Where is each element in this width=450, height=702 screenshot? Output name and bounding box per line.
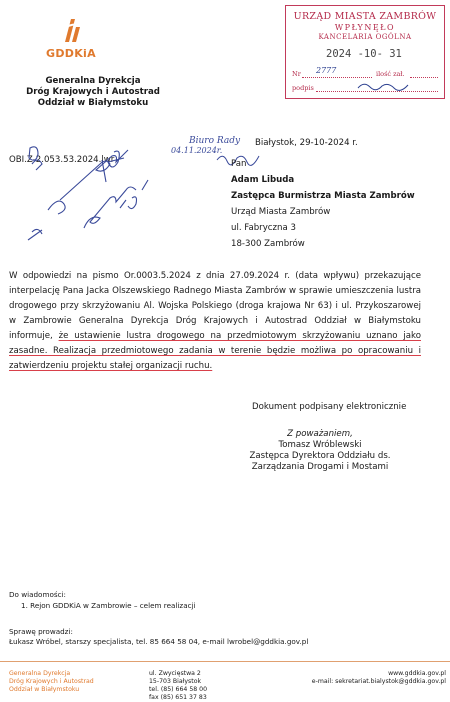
gddkia-logo-icon [61, 17, 83, 43]
stamp-signature-label: podpis [292, 84, 314, 92]
signature-position-2: Zarządzania Drogami i Mostami [251, 462, 389, 472]
case-handler [9, 627, 308, 647]
footer-web-contact [270, 670, 446, 686]
body-intro: W odpowiedzi na pismo Or.0003.5.2024 z dnia 27.09.2024 r. (data wpływu) przekazujące interpelację Pana Jacka Olszewskiego Radnego Miasta Zambrów w sprawie umieszczenia lustra drogowego przy skrzyżowaniu Al. Wojska Polskiego (droga krajowa Nr 63) i ul. Przykoszarowej w Zambrowie Generalna Dyrekcja Dróg Krajowych i Autostrad Oddział w Białymstoku informuje, [9, 271, 421, 341]
distribution-item-1: 1. Rejon GDDKiA w Zambrowie – celem realizacji [21, 601, 196, 610]
footer-org-line-1: Generalna Dyrekcja [9, 670, 71, 677]
stamp-attachments-label: ilość zał. [376, 70, 405, 78]
footer-address-line-2: 15-703 Białystok [149, 678, 202, 685]
footer-address [149, 670, 207, 702]
org-line-1: Generalna Dyrekcja [45, 76, 141, 86]
distribution-label: Do wiadomości: [9, 590, 66, 599]
stamp-office: URZĄD MIASTA ZAMBRÓW [293, 11, 437, 22]
recipient-name: Adam Libuda [231, 175, 295, 185]
footer-organization [9, 670, 94, 694]
stamp-signature-scribble [356, 80, 416, 92]
signature-regards: Z poważaniem, [287, 429, 353, 439]
biuro-label: Biuro Rady [189, 136, 241, 146]
footer-address-line-4: fax (85) 651 37 83 [149, 694, 207, 701]
distribution-list [9, 589, 196, 611]
biuro-date: 04.11.2024r. [171, 146, 223, 155]
signature-block [225, 429, 415, 473]
signature-name: Tomasz Wróblewski [278, 440, 362, 450]
footer-website-link[interactable]: www.gddkia.gov.pl [388, 670, 446, 677]
org-line-2: Dróg Krajowych i Autostrad [26, 87, 160, 97]
recipient-city: 18-300 Zambrów [231, 239, 305, 249]
footer-org-line-2: Dróg Krajowych i Autostrad [9, 678, 94, 685]
handwritten-annotation [24, 140, 164, 265]
place-date: Białystok, 29-10-2024 r. [255, 138, 358, 148]
reference-number: OBI.Z-2.053.53.2024.lwr [9, 155, 115, 165]
footer-email-link[interactable]: e-mail: sekretariat.bialystok@gddkia.gov.pl [311, 678, 446, 685]
recipient-office: Urząd Miasta Zambrów [231, 207, 331, 217]
case-handler-label: Sprawę prowadzi: [9, 627, 73, 636]
case-handler-details: Łukasz Wróbel, starszy specjalista, tel. 85 664 58 04, e-mail lwrobel@gddkia.gov.pl [9, 637, 309, 646]
incoming-stamp [285, 5, 445, 99]
stamp-nr-label: Nr [292, 70, 301, 78]
letter-body [9, 269, 421, 374]
recipient-block [231, 156, 415, 252]
footer-address-line-3: tel. (85) 664 58 00 [149, 686, 208, 693]
body-decision: że ustawienie lustra drogowego na przedmiotowym skrzyżowaniu uznano jako zasadne. Realizacja przedmiotowego zadania w terenie będzie możliwa po opracowaniu i zatwierdzeniu projektu stałej organizacji ruchu. [9, 331, 421, 371]
recipient-title: Zastępca Burmistrza Miasta Zambrów [231, 191, 415, 201]
signature-position-1: Zastępca Dyrektora Oddziału ds. [249, 451, 391, 461]
recipient-salutation: Pan [231, 159, 247, 169]
stamp-nr-value: 2777 [316, 66, 337, 75]
stamp-date: 2024 -10- 31 [326, 48, 402, 60]
stamp-received: WPŁYNĘŁO [334, 23, 396, 32]
org-line-3: Oddział w Białymstoku [37, 98, 149, 108]
recipient-street: ul. Fabryczna 3 [231, 223, 296, 233]
sender-organization [18, 76, 168, 109]
footer-org-line-3: Oddział w Białymstoku [9, 686, 80, 693]
electronic-signature-note: Dokument podpisany elektronicznie [252, 402, 407, 412]
footer-divider [0, 661, 450, 662]
stamp-chancellery: KANCELARIA OGÓLNA [318, 33, 412, 41]
footer-address-line-1: ul. Zwycięstwa 2 [149, 670, 201, 677]
logo-text: GDDKiA [46, 47, 96, 60]
